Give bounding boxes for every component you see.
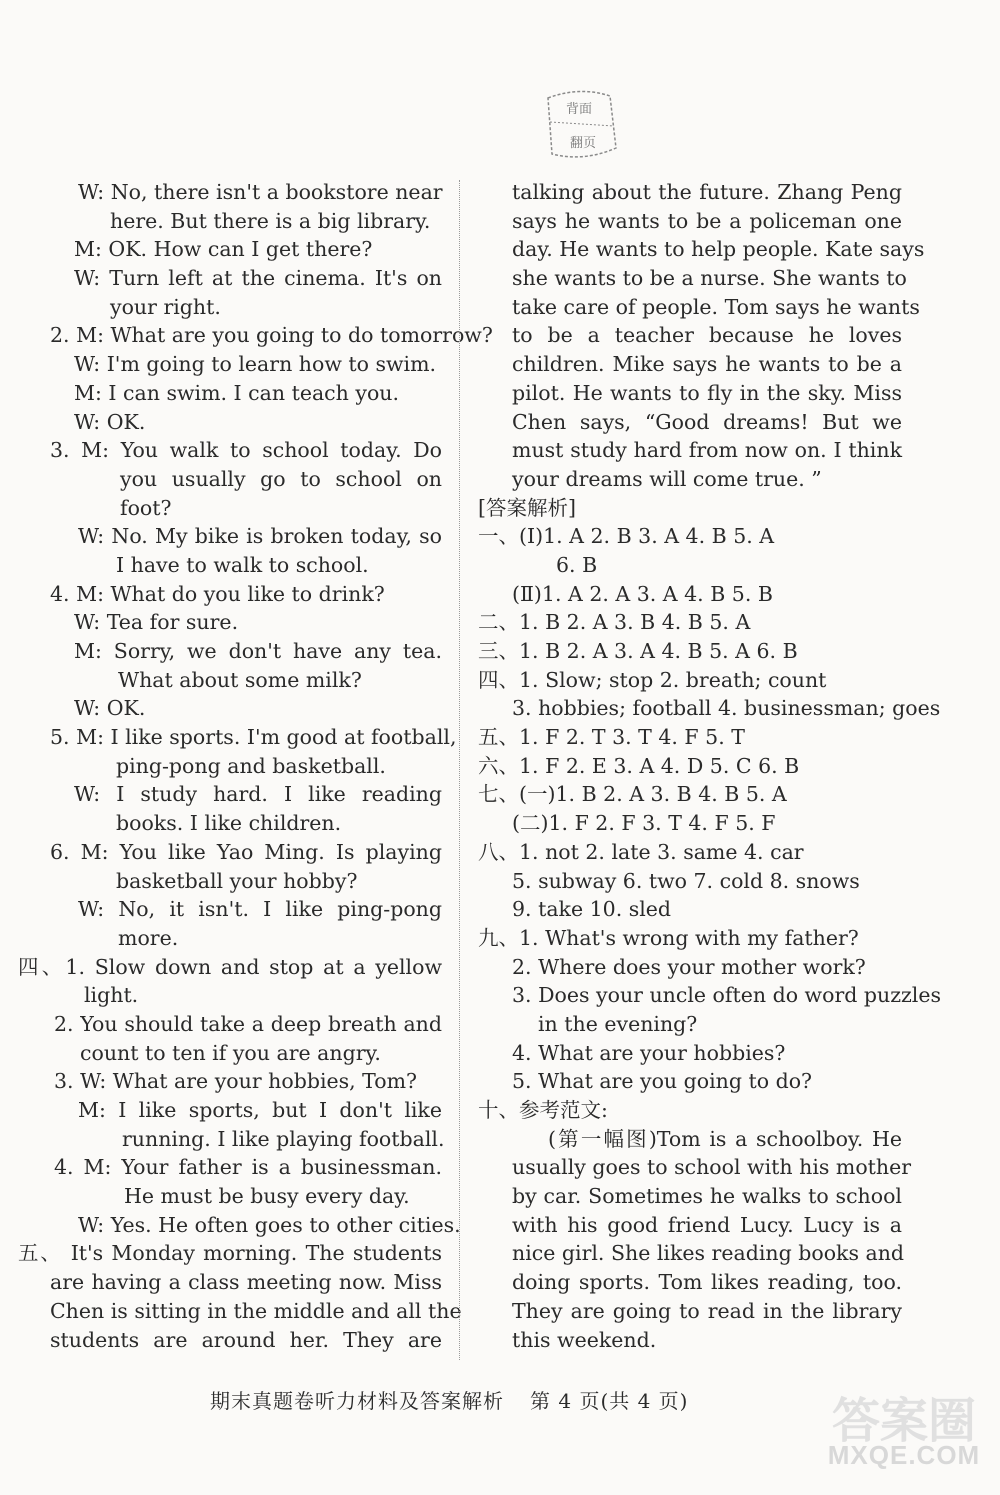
left-text-line: 2. You should take a deep breath and xyxy=(54,1011,442,1036)
right-text-line: 九、1. What's wrong with my father? xyxy=(478,925,859,950)
right-text-line: doing sports. Tom likes reading, too. xyxy=(512,1270,902,1295)
right-text-line: usually goes to school with his mother xyxy=(512,1155,912,1180)
left-text-line: W: I study hard. I like reading xyxy=(74,782,442,807)
right-text-line: (二)1. F 2. F 3. T 4. F 5. F xyxy=(512,811,776,836)
left-text-line: 6. M: You like Yao Ming. Is playing xyxy=(50,839,442,864)
left-text-line: are having a class meeting now. Miss xyxy=(50,1270,442,1295)
right-text-line: must study hard from now on. I think xyxy=(512,438,902,463)
left-text-line: He must be busy every day. xyxy=(124,1184,410,1209)
left-text-line: W: No. My bike is broken today, so xyxy=(78,524,442,549)
right-text-line: 6. B xyxy=(556,552,598,577)
left-text-line: M: I can swim. I can teach you. xyxy=(74,380,400,405)
left-text-line: W: No, it isn't. I like ping-pong xyxy=(78,897,442,922)
left-column xyxy=(18,178,493,1354)
right-text-line: Chen says, “Good dreams! But we xyxy=(512,409,902,434)
left-text-line: here. But there is a big library. xyxy=(110,208,431,233)
right-text-line: 五、1. F 2. T 3. T 4. F 5. T xyxy=(478,725,745,750)
stamp-bottom-text: 翻页 xyxy=(570,136,597,151)
right-text-line: 二、1. B 2. A 3. B 4. B 5. A xyxy=(478,610,751,635)
left-text-line: foot? xyxy=(120,495,172,520)
right-text-line: 六、1. F 2. E 3. A 4. D 5. C 6. B xyxy=(478,753,800,778)
left-text-line: ping-pong and basketball. xyxy=(116,753,386,778)
left-text-line: M: I like sports, but I don't like xyxy=(78,1098,442,1122)
right-text-line: 5. subway 6. two 7. cold 8. snows xyxy=(512,868,860,893)
left-text-line: What about some milk? xyxy=(118,667,362,692)
left-text-line: 五、 It's Monday morning. The students xyxy=(18,1241,442,1266)
right-text-line: 七、(一)1. B 2. A 3. B 4. B 5. A xyxy=(478,782,787,807)
right-text-line: 4. What are your hobbies? xyxy=(512,1040,786,1065)
left-text-line: 四、1. Slow down and stop at a yellow xyxy=(18,954,442,979)
right-text-line: to be a teacher because he loves xyxy=(512,323,902,348)
left-text-line: books. I like children. xyxy=(116,811,342,836)
page-number: 第 4 页(共 4 页) xyxy=(530,1389,689,1413)
right-text-line: 2. Where does your mother work? xyxy=(512,954,866,979)
right-text-line: 3. hobbies; football 4. businessman; goes xyxy=(512,696,941,721)
left-text-line: students are around her. They are xyxy=(50,1327,442,1352)
left-text-line: 3. M: You walk to school today. Do xyxy=(50,438,442,463)
right-text-line: this weekend. xyxy=(512,1327,657,1352)
right-text-line: 5. What are you going to do? xyxy=(512,1069,813,1094)
right-text-line: They are going to read in the library xyxy=(512,1298,902,1323)
left-text-line: basketball your hobby? xyxy=(116,868,358,893)
left-text-line: W: Yes. He often goes to other cities. xyxy=(78,1212,461,1237)
right-text-line: 三、1. B 2. A 3. A 4. B 5. A 6. B xyxy=(478,639,798,663)
left-text-line: light. xyxy=(84,983,139,1008)
right-text-line: 3. Does your uncle often do word puzzles xyxy=(512,983,942,1008)
left-text-line: W: OK. xyxy=(74,696,146,721)
flip-page-stamp xyxy=(540,88,620,162)
left-text-line: running. I like playing football. xyxy=(122,1126,445,1151)
right-text-line: (第一幅图)Tom is a schoolboy. He xyxy=(548,1126,902,1151)
left-text-line: W: Tea for sure. xyxy=(74,610,239,635)
left-text-line: Chen is sitting in the middle and all the xyxy=(50,1298,462,1323)
left-text-line: W: Turn left at the cinema. It's on xyxy=(74,266,442,291)
column-divider xyxy=(459,180,460,1360)
right-text-line: talking about the future. Zhang Peng xyxy=(512,180,902,204)
right-text-line: 一、(Ⅰ)1. A 2. B 3. A 4. B 5. A xyxy=(478,524,775,549)
left-text-line: 4. M: What do you like to drink? xyxy=(50,581,385,606)
left-text-line: 2. M: What are you going to do tomorrow? xyxy=(50,323,493,348)
right-text-line: your dreams will come true. ” xyxy=(512,466,822,491)
left-text-line: 3. W: What are your hobbies, Tom? xyxy=(54,1069,418,1094)
right-text-line: by car. Sometimes he walks to school xyxy=(512,1184,902,1209)
left-text-line: more. xyxy=(118,925,179,950)
right-column xyxy=(478,178,942,1354)
right-text-line: 四、1. Slow; stop 2. breath; count xyxy=(478,667,827,692)
left-text-line: count to ten if you are angry. xyxy=(80,1040,381,1065)
left-text-line: 4. M: Your father is a businessman. xyxy=(54,1155,442,1180)
left-text-line: W: OK. xyxy=(74,409,146,434)
left-text-line: I have to walk to school. xyxy=(116,552,369,577)
right-text-line: 十、参考范文: xyxy=(478,1098,608,1122)
right-text-line: (Ⅱ)1. A 2. A 3. A 4. B 5. B xyxy=(512,581,773,606)
right-text-line: pilot. He wants to fly in the sky. Miss xyxy=(512,380,902,405)
left-text-line: W: No, there isn't a bookstore near xyxy=(78,180,443,204)
right-text-line: day. He wants to help people. Kate says xyxy=(512,237,925,262)
stamp-top-text: 背面 xyxy=(566,102,593,117)
right-text-line: she wants to be a nurse. She wants to xyxy=(512,266,907,291)
footer-title: 期末真题卷听力材料及答案解析 xyxy=(210,1389,504,1413)
right-text-line: with his good friend Lucy. Lucy is a xyxy=(512,1212,902,1237)
right-text-line: nice girl. She likes reading books and xyxy=(512,1241,905,1266)
left-text-line: 5. M: I like sports. I'm good at football, xyxy=(50,725,457,750)
left-text-line: M: OK. How can I get there? xyxy=(74,237,373,262)
right-text-line: [答案解析] xyxy=(478,495,576,520)
watermark-url: MXQE.COM xyxy=(827,1440,981,1470)
page-footer xyxy=(210,1385,688,1414)
right-text-line: 9. take 10. sled xyxy=(512,897,672,922)
right-text-line: in the evening? xyxy=(538,1011,698,1036)
right-text-line: says he wants to be a policeman one xyxy=(512,208,902,233)
watermark-big-text: 答案圈 xyxy=(831,1393,976,1449)
right-text-line: take care of people. Tom says he wants xyxy=(512,294,920,319)
right-text-line: 八、1. not 2. late 3. same 4. car xyxy=(478,839,804,864)
left-text-line: you usually go to school on xyxy=(120,466,442,491)
watermark-logo xyxy=(824,1376,984,1488)
left-text-line: W: I'm going to learn how to swim. xyxy=(74,352,437,377)
left-text-line: M: Sorry, we don't have any tea. xyxy=(74,639,442,663)
right-text-line: children. Mike says he wants to be a xyxy=(512,352,902,377)
left-text-line: your right. xyxy=(110,294,221,319)
